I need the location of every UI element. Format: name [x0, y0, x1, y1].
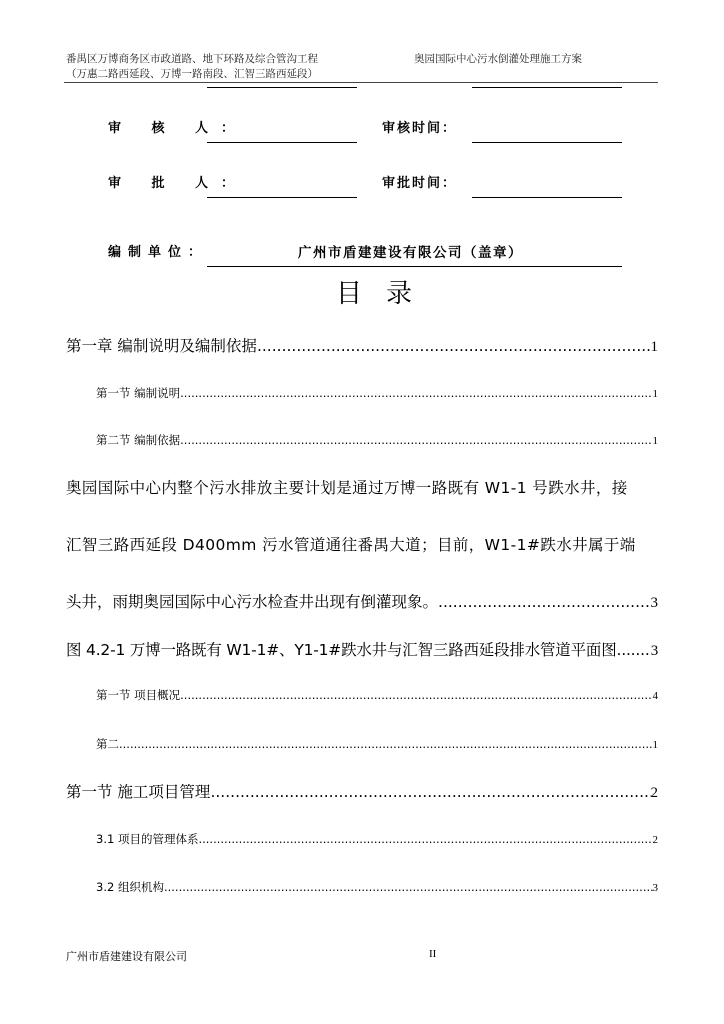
toc-entry-page: 1 [652, 435, 658, 447]
toc-dots [438, 593, 650, 611]
unit-line [207, 266, 622, 267]
toc-entry[interactable] [96, 831, 658, 847]
unit-label: 编制单位： [108, 245, 209, 260]
review-time-line [472, 142, 622, 143]
toc-entry-text: 图 4.2-1 万博一路既有 W1-1#、Y1-1#跌水井与汇智三路西延段排水管道平面图 [66, 641, 617, 659]
toc-entry-text: 第一节 项目概况 [96, 688, 181, 702]
reviewer-signature-line [207, 142, 357, 143]
header-project-line1: 番禺区万博商务区市政道路、地下环路及综合管沟工程 [66, 53, 318, 65]
approver-signature-line [207, 197, 357, 198]
toc-entry[interactable] [66, 638, 658, 660]
unit-value: 广州市盾建建设有限公司（盖章） [298, 245, 523, 261]
signature-line-top-left [207, 87, 357, 88]
toc-entry-text: 3.2 组织机构 [96, 880, 164, 894]
header-doc-title: 奥园国际中心污水倒灌处理施工方案 [414, 53, 582, 65]
reviewer-label: 审 核 人： [108, 121, 248, 136]
toc-entry[interactable] [96, 385, 658, 401]
toc-entry-text: 第一章 编制说明及编制依据 [66, 337, 257, 355]
toc-entry-page: 3 [650, 643, 658, 659]
toc-entry[interactable] [96, 432, 658, 448]
toc-paragraph-line3: 头井，雨期奥园国际中心污水检查井出现有倒灌现象。 [66, 593, 439, 611]
toc-entry-text: 第一节 编制说明 [96, 386, 181, 400]
toc-entry-page: 1 [650, 339, 658, 355]
footer-page-number: II [429, 948, 437, 960]
signature-line-top-right [472, 87, 622, 88]
review-time-label: 审核时间： [382, 121, 458, 136]
toc-entry-page: 2 [650, 785, 658, 801]
toc-entry-page: 3 [652, 882, 658, 894]
toc-dots [180, 386, 652, 400]
toc-entry-text: 第二节 编制依据 [96, 433, 181, 447]
footer-company: 广州市盾建建设有限公司 [66, 950, 187, 963]
approve-time-line [472, 197, 622, 198]
toc-entry-page: 1 [652, 739, 658, 751]
toc-paragraph-line2: 汇智三路西延段 D400mm 污水管道通往番禺大道；目前，W1-1#跌水井属于端 [66, 536, 636, 554]
toc-entry-page: 4 [652, 690, 658, 702]
toc-entry-page: 2 [652, 834, 658, 846]
toc-entry-text: 第二 [96, 737, 119, 751]
toc-entry-page: 3 [650, 595, 658, 611]
toc-entry[interactable] [66, 780, 658, 802]
toc-entry-text: 第一节 施工项目管理 [66, 783, 211, 801]
toc-dots [180, 433, 652, 447]
toc-dots [198, 832, 652, 846]
toc-dots [257, 337, 651, 355]
toc-entry[interactable] [96, 736, 658, 752]
toc-entry-page: 1 [652, 388, 658, 400]
toc-dots [119, 737, 653, 751]
toc-entry[interactable] [66, 334, 658, 356]
approver-label: 审 批 人： [108, 176, 248, 191]
toc-paragraph-line1: 奥园国际中心内整个污水排放主要计划是通过万博一路既有 W1-1 号跌水井，接 [66, 479, 628, 497]
toc-title: 目录 [336, 279, 437, 309]
toc-entry[interactable] [66, 590, 658, 612]
toc-entry-text: 3.1 项目的管理体系 [96, 832, 199, 846]
toc-entry[interactable] [96, 687, 658, 703]
header-project-line2: （万惠二路西延段、万博一路南段、汇智三路西延段） [66, 68, 318, 80]
toc-dots [164, 880, 653, 894]
toc-dots [180, 688, 652, 702]
toc-entry[interactable] [96, 879, 658, 895]
toc-dots [617, 641, 651, 659]
toc-dots [210, 783, 650, 801]
header-rule [64, 82, 658, 83]
approve-time-label: 审批时间： [382, 176, 458, 191]
